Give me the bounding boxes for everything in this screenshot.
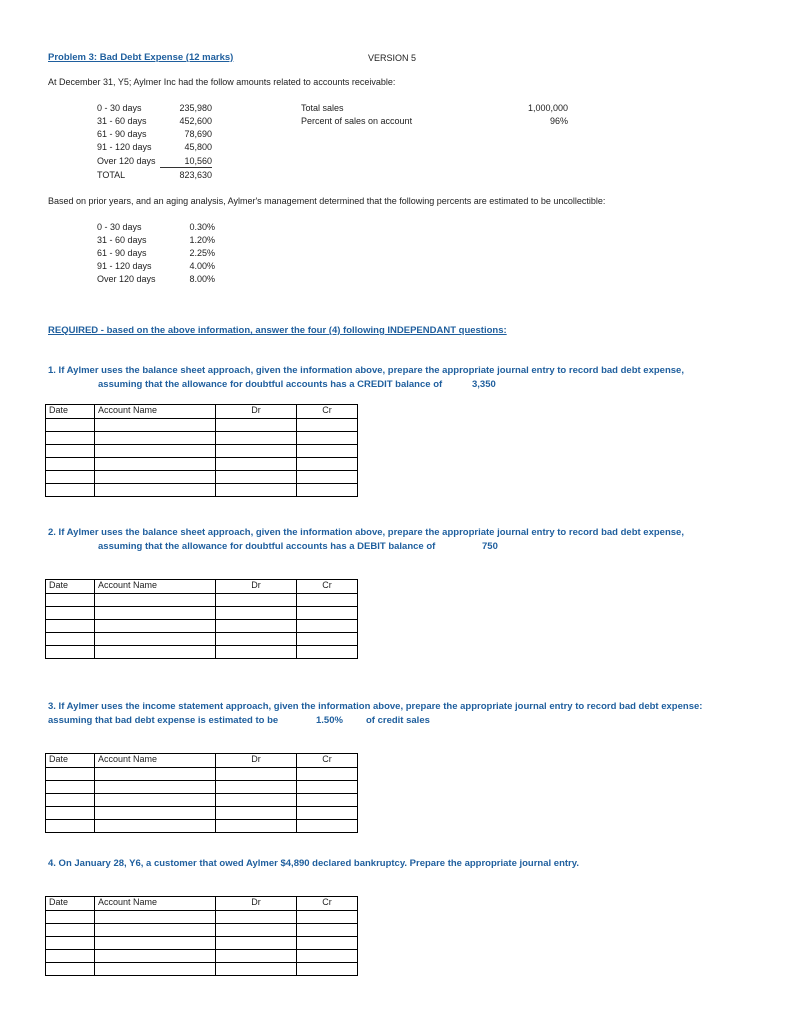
table-row[interactable]: [46, 646, 358, 659]
table-row[interactable]: [46, 594, 358, 607]
col-cr-header: Cr: [297, 754, 358, 768]
table-row[interactable]: [46, 911, 358, 924]
col-dr-header: Dr: [216, 580, 297, 594]
journal-table-q2: [45, 579, 358, 659]
percent-label: 61 - 90 days: [97, 248, 147, 258]
col-dr-header: Dr: [216, 405, 297, 419]
problem-title: Problem 3: Bad Debt Expense (12 marks): [48, 52, 234, 63]
percent-on-account-label: Percent of sales on account: [301, 116, 413, 126]
table-row[interactable]: [46, 963, 358, 976]
aging-label: 91 - 120 days: [97, 142, 152, 152]
aging-amount: 235,980: [179, 103, 212, 113]
col-account-header: Account Name: [95, 405, 216, 419]
table-row[interactable]: [46, 471, 358, 484]
table-row[interactable]: [46, 419, 358, 432]
q3-line1: 3. If Aylmer uses the income statement approach, given the information above, prepare the appropriate journal entry to record bad debt expense:: [48, 701, 703, 712]
journal-table-q3: [45, 753, 358, 833]
table-row[interactable]: [46, 445, 358, 458]
total-sales-label: Total sales: [301, 103, 344, 113]
q3-tail: of credit sales: [366, 715, 430, 726]
aging-amount: 45,800: [184, 142, 212, 152]
q2-value: 750: [482, 541, 498, 552]
q4-line1: 4. On January 28, Y6, a customer that owed Aylmer $4,890 declared bankruptcy. Prepare the appropriate journal entry.: [48, 858, 579, 869]
table-row[interactable]: [46, 937, 358, 950]
aging-amount: 10,560: [184, 156, 212, 166]
aging-label: 61 - 90 days: [97, 129, 147, 139]
aging-total-amount: 823,630: [179, 170, 212, 180]
aging-label: 31 - 60 days: [97, 116, 147, 126]
table-row[interactable]: [46, 781, 358, 794]
aging-total-label: TOTAL: [97, 170, 126, 180]
percent-value: 8.00%: [189, 274, 215, 284]
aging-label: 0 - 30 days: [97, 103, 142, 113]
q1-line2: assuming that the allowance for doubtful accounts has a CREDIT balance of: [98, 379, 443, 390]
col-account-header: Account Name: [95, 754, 216, 768]
percent-label: Over 120 days: [97, 274, 156, 284]
percent-label: 31 - 60 days: [97, 235, 147, 245]
table-row[interactable]: [46, 950, 358, 963]
col-account-header: Account Name: [95, 897, 216, 911]
q2-line2: assuming that the allowance for doubtful accounts has a DEBIT balance of: [98, 541, 436, 552]
percent-value: 0.30%: [189, 222, 215, 232]
col-cr-header: Cr: [297, 897, 358, 911]
q1-value: 3,350: [472, 379, 496, 390]
journal-table-q1: [45, 404, 358, 497]
percent-value: 1.20%: [189, 235, 215, 245]
table-row[interactable]: [46, 807, 358, 820]
table-row[interactable]: [46, 432, 358, 445]
percent-value: 2.25%: [189, 248, 215, 258]
analysis-text: Based on prior years, and an aging analysis, Aylmer's management determined that the following percents are estimated to be uncollectible:: [48, 196, 606, 206]
col-cr-header: Cr: [297, 580, 358, 594]
percent-label: 91 - 120 days: [97, 261, 152, 271]
total-underline: [160, 167, 212, 168]
aging-amount: 78,690: [184, 129, 212, 139]
table-row[interactable]: [46, 484, 358, 497]
table-row[interactable]: [46, 633, 358, 646]
table-row[interactable]: [46, 820, 358, 833]
table-row[interactable]: [46, 607, 358, 620]
percent-value: 4.00%: [189, 261, 215, 271]
q2-line1: 2. If Aylmer uses the balance sheet approach, given the information above, prepare the appropriate journal entry to record bad debt expense,: [48, 527, 684, 538]
total-sales-value: 1,000,000: [527, 103, 568, 113]
col-date-header: Date: [46, 754, 95, 768]
col-dr-header: Dr: [216, 897, 297, 911]
table-row[interactable]: [46, 458, 358, 471]
q3-value: 1.50%: [316, 715, 343, 726]
col-account-header: Account Name: [95, 580, 216, 594]
q1-line1: 1. If Aylmer uses the balance sheet approach, given the information above, prepare the appropriate journal entry to record bad debt expense,: [48, 365, 684, 376]
percent-on-account-value: 96%: [549, 116, 568, 126]
aging-label: Over 120 days: [97, 156, 156, 166]
version-label: VERSION 5: [368, 53, 417, 63]
table-row[interactable]: [46, 620, 358, 633]
aging-amount: 452,600: [179, 116, 212, 126]
col-cr-header: Cr: [297, 405, 358, 419]
col-date-header: Date: [46, 897, 95, 911]
percent-label: 0 - 30 days: [97, 222, 142, 232]
col-date-header: Date: [46, 405, 95, 419]
table-row[interactable]: [46, 924, 358, 937]
table-row[interactable]: [46, 794, 358, 807]
col-dr-header: Dr: [216, 754, 297, 768]
q3-line2: assuming that bad debt expense is estimated to be: [48, 715, 279, 726]
required-heading: REQUIRED - based on the above information, answer the four (4) following INDEPENDANT questions:: [48, 325, 507, 336]
intro-text: At December 31, Y5; Aylmer Inc had the follow amounts related to accounts receivable:: [48, 77, 396, 87]
journal-table-q4: [45, 896, 358, 976]
col-date-header: Date: [46, 580, 95, 594]
table-row[interactable]: [46, 768, 358, 781]
